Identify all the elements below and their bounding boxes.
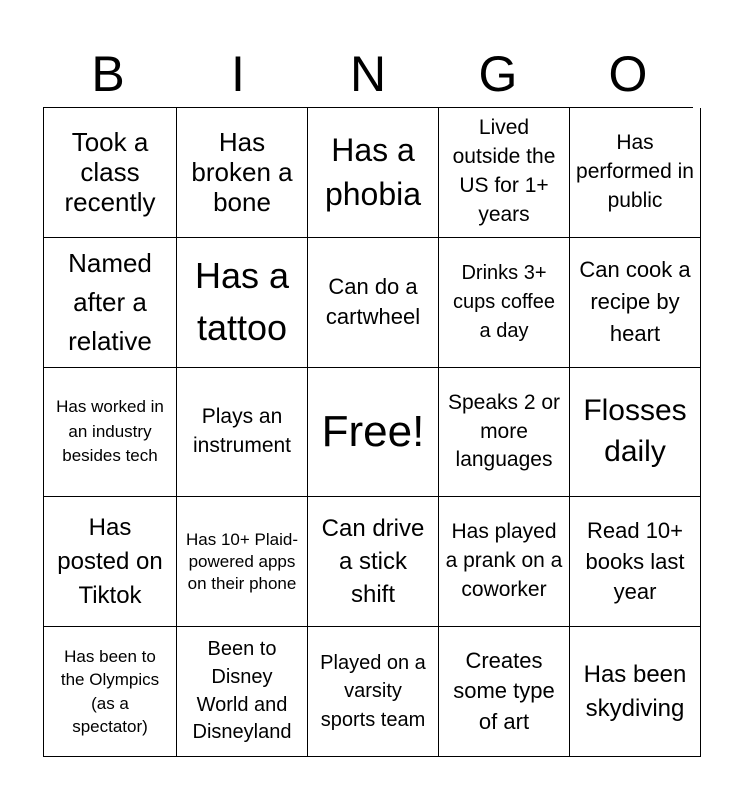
bingo-cell[interactable] bbox=[177, 238, 308, 368]
header-letter-o: O bbox=[608, 46, 648, 102]
bingo-cell[interactable] bbox=[439, 238, 570, 368]
bingo-cell[interactable] bbox=[177, 627, 308, 757]
cell-text: Has played a prank on a coworker bbox=[445, 520, 563, 602]
cell-text: Drinks 3+ cups coffee a day bbox=[453, 262, 555, 342]
cell-text: Has been skydiving bbox=[583, 661, 687, 722]
bingo-cell[interactable] bbox=[570, 497, 701, 627]
cell-text: Named after a relative bbox=[68, 247, 152, 356]
cell-text: Has a tattoo bbox=[194, 254, 290, 349]
bingo-cell[interactable] bbox=[177, 108, 308, 238]
cell-text: Has worked in an industry besides tech bbox=[56, 397, 164, 466]
header-letter-g: G bbox=[478, 46, 518, 102]
bingo-cell[interactable] bbox=[44, 627, 177, 757]
cell-text: Can do a cartwheel bbox=[325, 273, 421, 330]
bingo-cell[interactable] bbox=[439, 497, 570, 627]
bingo-cell[interactable] bbox=[44, 238, 177, 368]
bingo-cell[interactable] bbox=[439, 108, 570, 238]
cell-text: Can drive a stick shift bbox=[321, 515, 425, 609]
bingo-cell[interactable] bbox=[570, 238, 701, 368]
cell-text: Has performed in public bbox=[576, 130, 694, 212]
bingo-cell[interactable] bbox=[177, 368, 308, 498]
cell-text: Been to Disney World and Disneyland bbox=[192, 638, 292, 744]
header-letter-i: I bbox=[231, 46, 245, 102]
bingo-cell[interactable] bbox=[44, 108, 177, 238]
bingo-grid bbox=[43, 107, 693, 757]
bingo-cell[interactable] bbox=[570, 108, 701, 238]
bingo-cell[interactable] bbox=[439, 627, 570, 757]
cell-text: Lived outside the US for 1+ years bbox=[452, 116, 556, 227]
bingo-cell[interactable] bbox=[308, 497, 439, 627]
bingo-cell[interactable] bbox=[570, 368, 701, 498]
bingo-cell[interactable] bbox=[308, 627, 439, 757]
cell-text: Has been to the Olympics (as a spectator) bbox=[60, 647, 160, 736]
cell-text: Played on a varsity sports team bbox=[320, 652, 426, 731]
bingo-cell[interactable] bbox=[570, 627, 701, 757]
bingo-cell[interactable] bbox=[439, 368, 570, 498]
bingo-header bbox=[43, 40, 693, 108]
cell-text: Can cook a recipe by heart bbox=[579, 257, 691, 347]
cell-text: Flosses daily bbox=[583, 394, 687, 468]
bingo-cell[interactable] bbox=[177, 497, 308, 627]
cell-text: Has broken a bone bbox=[191, 127, 293, 218]
bingo-cell[interactable] bbox=[44, 497, 177, 627]
cell-text: Has 10+ Plaid-powered apps on their phone bbox=[186, 529, 298, 593]
bingo-cell[interactable] bbox=[308, 108, 439, 238]
cell-text: Has a phobia bbox=[324, 132, 422, 213]
cell-text: Plays an instrument bbox=[192, 405, 292, 457]
header-letter-b: B bbox=[91, 46, 125, 102]
bingo-cell[interactable] bbox=[308, 368, 439, 498]
header-letter-n: N bbox=[349, 46, 387, 102]
bingo-cell[interactable] bbox=[44, 368, 177, 498]
cell-text: Free! bbox=[321, 407, 425, 457]
cell-text: Has posted on Tiktok bbox=[57, 514, 163, 609]
cell-text: Speaks 2 or more languages bbox=[447, 390, 561, 472]
cell-text: Creates some type of art bbox=[453, 648, 555, 734]
cell-text: Took a class recently bbox=[64, 127, 156, 218]
bingo-cell[interactable] bbox=[308, 238, 439, 368]
cell-text: Read 10+ books last year bbox=[585, 518, 685, 604]
